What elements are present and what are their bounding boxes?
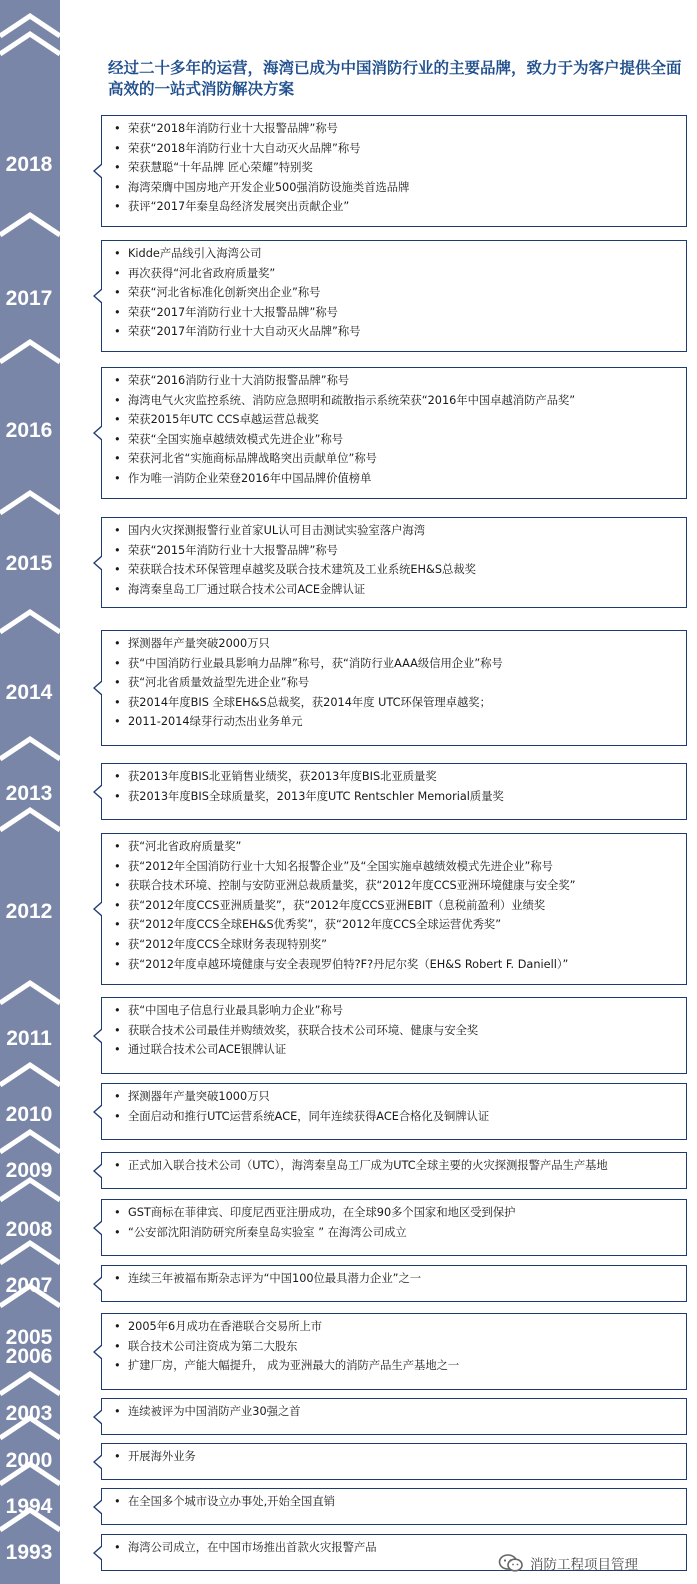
timeline-item: • 获“中国消防行业最具影响力品牌”称号，获“消防行业AAA级信用企业”称号 — [114, 654, 678, 674]
year-label: 2015 — [5, 552, 53, 575]
timeline-item: • 获“2012年度卓越环境健康与安全表现罗伯特?F?丹尼尔奖（EH&S Robert F. Daniell）” — [114, 955, 678, 975]
timeline-item: • 连续三年被福布斯杂志评为“中国100位最具潜力企业”之一 — [114, 1269, 678, 1289]
watermark — [498, 1552, 638, 1574]
timeline-item: • 探测器年产量突破2000万只 — [114, 634, 678, 654]
timeline-item: • 获“2012年全国消防行业十大知名报警企业”及“全国实施卓越绩效模式先进企业”称号 — [114, 857, 678, 877]
page-headline: 经过二十多年的运营，海湾已成为中国消防行业的主要品牌，致力于为客户提供全面高效的一站式消防解决方案 — [108, 59, 682, 98]
timeline-item: • 获“2012年度CCS全球EH&S优秀奖”，获“2012年度CCS全球运营优秀奖” — [114, 915, 678, 935]
chevron-icon — [0, 1132, 60, 1152]
timeline-item: • 获“河北省政府质量奖” — [114, 837, 678, 857]
chevron-icon — [0, 493, 60, 513]
timeline-item: • 获“2012年度CCS亚洲质量奖”，获“2012年度CCS亚洲EBIT（息税前盈利）业绩奖 — [114, 896, 678, 916]
timeline-box — [101, 1488, 687, 1525]
chevron-icon — [0, 1243, 60, 1263]
timeline-item: • 全面启动和推行UTC运营系统ACE，同年连续获得ACE合格化及铜牌认证 — [114, 1107, 678, 1127]
timeline-item: • 荣获2015年UTC CCS卓越运营总裁奖 — [114, 410, 678, 430]
timeline-item: • 开展海外业务 — [114, 1447, 678, 1467]
timeline-item: • 荣获慧聪“十年品牌 匠心荣耀”特别奖 — [114, 158, 678, 178]
timeline-item: • 获评“2017年秦皇岛经济发展突出贡献企业” — [114, 197, 678, 217]
chevron-icon — [0, 1065, 60, 1085]
timeline-box — [101, 517, 687, 608]
timeline-item: • 获“河北省质量效益型先进企业”称号 — [114, 673, 678, 693]
timeline-item: • 国内火灾探测报警行业首家UL认可目击测试实验室落户海湾 — [114, 521, 678, 541]
chevron-icon — [0, 739, 60, 759]
year-label: 2000 — [5, 1449, 53, 1472]
timeline-item: • 在全国多个城市设立办事处,开始全国直销 — [114, 1492, 678, 1512]
timeline-box — [101, 240, 687, 352]
year-label: 2007 — [5, 1274, 53, 1297]
timeline-item: • 获2013年度BIS全球质量奖，2013年度UTC Rentschler Memorial质量奖 — [114, 787, 678, 807]
timeline-item: • 荣获“河北省标准化创新突出企业”称号 — [114, 283, 678, 303]
timeline-box — [101, 115, 687, 227]
timeline-item: • 荣获“2018年消防行业十大报警品牌”称号 — [114, 119, 678, 139]
timeline-item: • 荣获“2017年消防行业十大报警品牌”称号 — [114, 303, 678, 323]
timeline-item: • 联合技术公司注资成为第二大股东 — [114, 1337, 678, 1357]
timeline-item: • 作为唯一消防企业荣登2016年中国品牌价值榜单 — [114, 469, 678, 489]
timeline-box — [101, 1398, 687, 1435]
timeline-item: • 荣获河北省“实施商标品牌战略突出贡献单位”称号 — [114, 449, 678, 469]
timeline-box — [101, 1313, 687, 1390]
timeline-item: • 再次获得“河北省政府质量奖” — [114, 264, 678, 284]
timeline-item: • 正式加入联合技术公司（UTC），海湾秦皇岛工厂成为UTC全球主要的火灾探测报警产品生产基地 — [114, 1156, 678, 1176]
chevron-icon — [0, 34, 60, 54]
chevron-icon — [0, 810, 60, 830]
timeline-item: • 荣获“2018年消防行业十大自动灭火品牌”称号 — [114, 139, 678, 159]
year-label: 2009 — [5, 1159, 53, 1182]
timeline-item: • 荣获“全国实施卓越绩效模式先进企业”称号 — [114, 430, 678, 450]
timeline-item: • 通过联合技术公司ACE银牌认证 — [114, 1040, 678, 1060]
year-label: 2013 — [5, 782, 53, 805]
year-label: 2011 — [6, 1027, 52, 1050]
timeline-item: • GST商标在菲律宾、印度尼西亚注册成功，在全球90多个国家和地区受到保护 — [114, 1203, 678, 1223]
timeline-item: • 荣获联合技术环保管理卓越奖及联合技术建筑及工业系统EH&S总裁奖 — [114, 560, 678, 580]
wechat-icon — [498, 1553, 524, 1573]
timeline-box — [101, 367, 687, 499]
year-label: 2018 — [5, 153, 53, 176]
timeline-item: • 获2014年度BIS 全球EH&S总裁奖，获2014年度 UTC环保管理卓越奖； — [114, 693, 678, 713]
year-label: 2008 — [5, 1218, 53, 1241]
timeline-item: • 海湾公司成立，在中国市场推出首款火灾报警产品 — [114, 1538, 678, 1558]
timeline-item: • 获“2012年度CCS全球财务表现特别奖” — [114, 935, 678, 955]
year-label: 2012 — [5, 900, 53, 923]
timeline-item: • 扩建厂房，产能大幅提升， 成为亚洲最大的消防产品生产基地之一 — [114, 1356, 678, 1376]
timeline-box — [101, 1083, 687, 1140]
chevron-icon — [0, 612, 60, 632]
timeline-item: • 连续被评为中国消防产业30强之首 — [114, 1402, 678, 1422]
timeline-item: • 2005年6月成功在香港联合交易所上市 — [114, 1317, 678, 1337]
timeline-item: • 荣获“2016消防行业十大消防报警品牌”称号 — [114, 371, 678, 391]
timeline-item: • 2011-2014绿芽行动杰出业务单元 — [114, 712, 678, 732]
timeline-item: • 荣获“2017年消防行业十大自动灭火品牌”称号 — [114, 322, 678, 342]
year-label: 2017 — [5, 287, 53, 310]
year-label: 2010 — [5, 1103, 53, 1126]
timeline-item: • 获“中国电子信息行业最具影响力企业”称号 — [114, 1001, 678, 1021]
chevron-icon — [0, 1374, 60, 1394]
timeline-box — [101, 630, 687, 746]
timeline-item: • 海湾电气火灾监控系统、消防应急照明和疏散指示系统荣获“2016年中国卓越消防产品奖” — [114, 391, 678, 411]
timeline-box — [101, 997, 687, 1074]
timeline-item: • 海湾荣膺中国房地产开发企业500强消防设施类首选品牌 — [114, 178, 678, 198]
chevron-icon — [0, 1180, 60, 1200]
timeline-box — [101, 833, 687, 985]
chevron-icon — [0, 983, 60, 1003]
timeline-item: • 海湾秦皇岛工厂通过联合技术公司ACE金牌认证 — [114, 580, 678, 600]
year-label: 1993 — [5, 1541, 53, 1564]
chevron-icon — [0, 215, 60, 235]
year-label: 2016 — [5, 419, 53, 442]
year-label: 2003 — [5, 1402, 53, 1425]
timeline-box — [101, 1265, 687, 1302]
timeline-box — [101, 1152, 687, 1189]
year-label: 1994 — [5, 1495, 53, 1518]
timeline-item: • Kidde产品线引入海湾公司 — [114, 244, 678, 264]
timeline-item: • 获2013年度BIS北亚销售业绩奖，获2013年度BIS北亚质量奖 — [114, 767, 678, 787]
timeline-item: • 获联合技术环境、控制与安防亚洲总裁质量奖，获“2012年度CCS亚洲环境健康与安全奖” — [114, 876, 678, 896]
year-label: 2005 2006 — [5, 1326, 53, 1368]
timeline-box — [101, 1443, 687, 1480]
timeline-item: • 获联合技术公司最佳并购绩效奖，获联合技术公司环境、健康与安全奖 — [114, 1021, 678, 1041]
watermark-text: 消防工程项目管理 — [530, 1557, 638, 1573]
timeline-item: • “公安部沈阳消防研究所秦皇岛实验室 ” 在海湾公司成立 — [114, 1223, 678, 1243]
timeline-box — [101, 1199, 687, 1256]
chevron-icon — [0, 342, 60, 362]
timeline-spine — [0, 0, 60, 1584]
timeline-item: • 探测器年产量突破1000万只 — [114, 1087, 678, 1107]
timeline-item: • 荣获“2015年消防行业十大报警品牌”称号 — [114, 541, 678, 561]
timeline-box — [101, 763, 687, 820]
year-label: 2014 — [5, 681, 53, 704]
